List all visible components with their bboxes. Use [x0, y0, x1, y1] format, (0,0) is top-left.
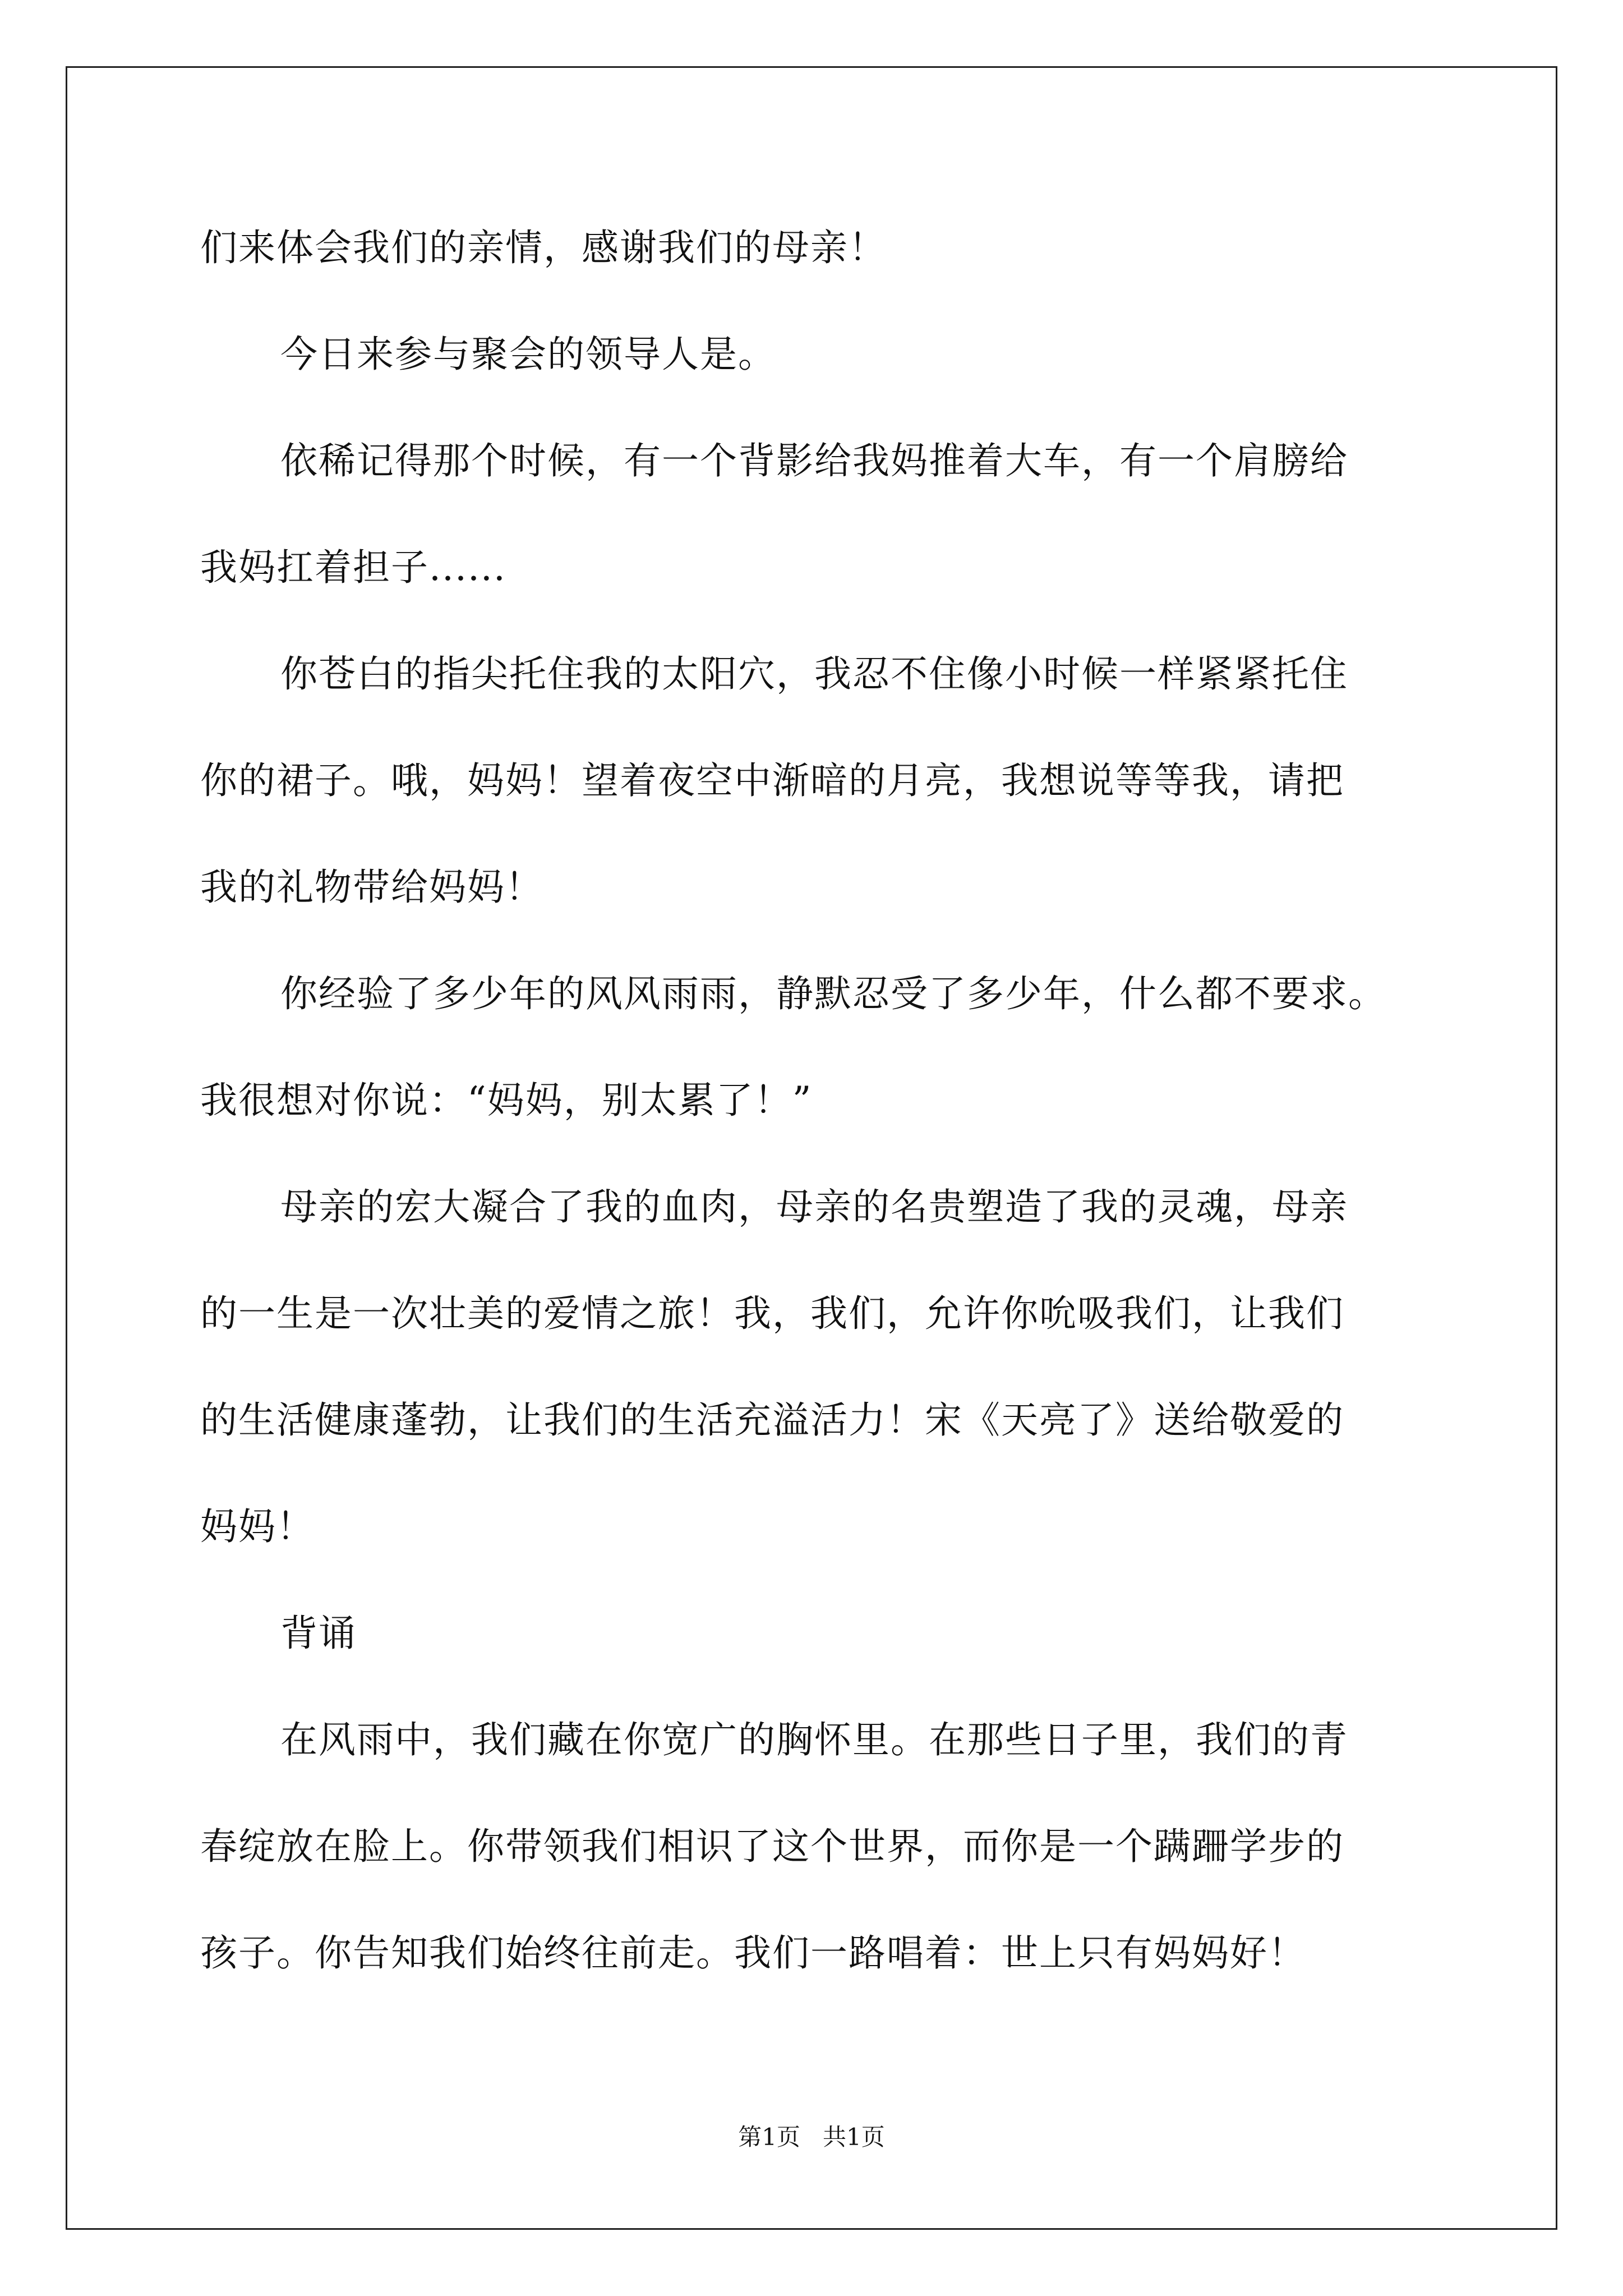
paragraph-3-line-0: 你苍白的指尖托住我的太阳穴，我忍不住像小时候一样紧紧托住 [280, 652, 1348, 696]
paragraph-6-line-0: 背诵 [280, 1612, 357, 1655]
paragraph-2-line-1: 我妈扛着担子...... [200, 546, 506, 589]
paragraph-5-line-0: 母亲的宏大凝合了我的血肉，母亲的名贵塑造了我的灵魂，母亲 [280, 1185, 1348, 1228]
page-footer: 第1页 共1页 [738, 2123, 885, 2151]
paragraph-3-line-2: 我的礼物带给妈妈！ [200, 866, 543, 909]
paragraph-4-line-1: 我很想对你说：“妈妈，别太累了！” [200, 1079, 813, 1122]
paragraph-7-line-1: 春绽放在脸上。你带领我们相识了这个世界，而你是一个蹒跚学步的 [200, 1825, 1344, 1868]
paragraph-4-line-0: 你经验了多少年的风风雨雨，静默忍受了多少年，什么都不要求。 [280, 972, 1386, 1015]
paragraph-5-line-2: 的生活健康蓬勃，让我们的生活充溢活力！宋《天亮了》送给敬爱的 [200, 1398, 1344, 1442]
paragraph-5-line-1: 的一生是一次壮美的爱情之旅！我，我们，允许你吮吸我们，让我们 [200, 1292, 1344, 1335]
page-border [66, 66, 1557, 2230]
paragraph-5-line-3: 妈妈！ [200, 1505, 315, 1548]
paragraph-7-line-0: 在风雨中，我们藏在你宽广的胸怀里。在那些日子里，我们的青 [280, 1718, 1348, 1761]
paragraph-0-line-0: 们来体会我们的亲情，感谢我们的母亲！ [200, 226, 887, 269]
paragraph-7-line-2: 孩子。你告知我们始终往前走。我们一路唱着：世上只有妈妈好！ [200, 1931, 1306, 1975]
paragraph-2-line-0: 依稀记得那个时候，有一个背影给我妈推着大车，有一个肩膀给 [280, 439, 1348, 482]
paragraph-3-line-1: 你的裙子。哦，妈妈！望着夜空中渐暗的月亮，我想说等等我，请把 [200, 759, 1344, 802]
paragraph-1-line-0: 今日来参与聚会的领导人是。 [280, 333, 776, 376]
